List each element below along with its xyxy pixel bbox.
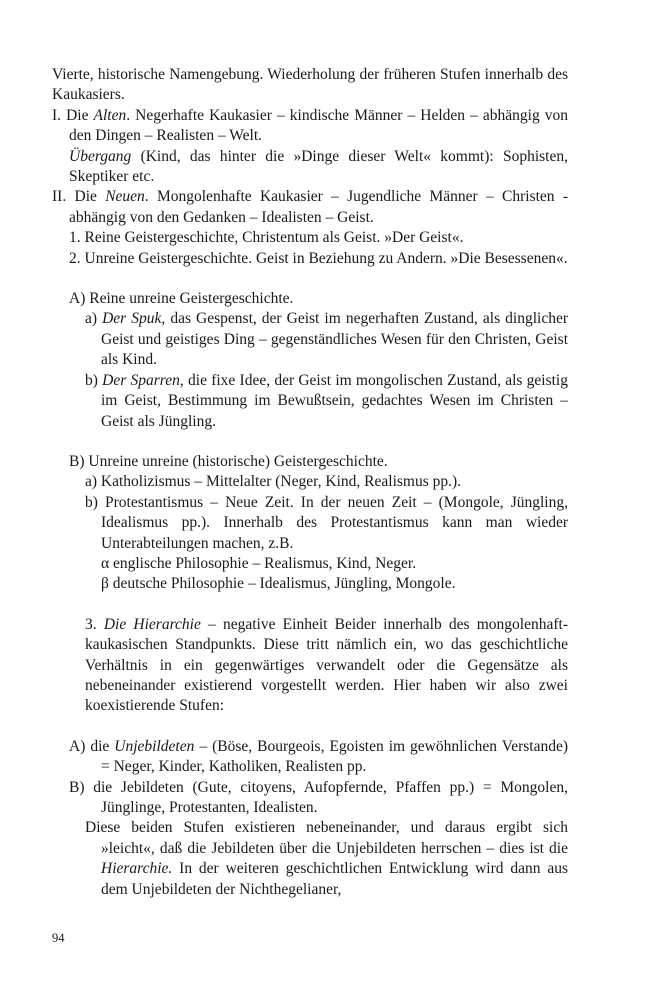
- paragraph-text: Diese beiden Stufen existieren nebeneinander, und daraus ergibt sich »leicht«, daß die Jebildeten über die Unjebildeten herrschen – dies ist die: [85, 819, 568, 857]
- sub-item-text: B) die Jebildeten (Gute, citoyens, Aufopfernde, Pfaffen pp.) = Mongolen, Jünglinge, Protestanten, Idealisten.: [69, 778, 568, 816]
- section-label: II. Die: [52, 188, 106, 206]
- sub-item-text: , das Gespenst, der Geist im negerhaften Zustand, als dinglicher Geist und geistiges Ding – gegenständliches Wesen für den Christen, Geist als Kind.: [101, 310, 569, 369]
- sub-item-text: a) Katholizismus – Mittelalter (Neger, Kind, Realismus pp.).: [85, 473, 462, 491]
- section-text: . Mongolenhafte Kaukasier – Jugendliche Männer – Christen -abhängig von den Gedanken – Idealisten – Geist.: [69, 188, 569, 226]
- paragraph-gap: [52, 717, 568, 737]
- sub-item-b-protestantismus: [52, 493, 568, 554]
- paragraph-text: (Kind, das hinter die »Dinge dieser Welt« kommt): Sophisten, Skeptiker etc.: [69, 147, 568, 186]
- subsection-heading-text: B) Unreine unreine (historische) Geistergeschichte.: [69, 452, 388, 470]
- page-content: [52, 65, 568, 900]
- emphasis-unjebildeten: Unjebildeten: [114, 737, 195, 755]
- list-item-text: 1. Reine Geistergeschichte, Christentum als Geist. »Der Geist«.: [69, 229, 464, 247]
- subsection-heading-text: A) Reine unreine Geistergeschichte.: [69, 290, 294, 308]
- sub-item-label: a): [85, 310, 103, 328]
- section-I-alten: [52, 106, 568, 147]
- emphasis-hierarchie: Die Hierarchie: [103, 615, 201, 633]
- paragraph-text-continued: In der weiteren geschichtlichen Entwicklung wird dann aus dem Unjebildeten der Nichthegelianer,: [101, 860, 568, 898]
- sub-item-label: b): [85, 371, 103, 389]
- paragraph-conclusion: [52, 818, 568, 900]
- list-item-text: – negative Einheit Beider innerhalb des mongolenhaft-kaukasischen Standpunkts. Diese tritt nämlich ein, wo das geschichtliche Verhältnis in ein gegenwärtiges verwandelt oder die Gegensätze als nebeneinander existierend vorgestellt werden. Hier haben wir also zwei koexistierende Stufen:: [85, 615, 568, 715]
- sub-item-alpha: [52, 554, 568, 574]
- paragraph-uebergang: [52, 147, 568, 188]
- sub-item-a-katholizismus: [52, 472, 568, 492]
- subsection-B-heading: [52, 452, 568, 472]
- page-number: 94: [52, 931, 65, 945]
- paragraph-intro: [52, 65, 568, 106]
- sub-item-text: b) Protestantismus – Neue Zeit. In der neuen Zeit – (Mongole, Jüngling, Idealismus pp.). Innerhalb des Protestantismus kann man wieder Unterabteilungen machen, z.B.: [85, 493, 568, 552]
- list-item-2: [52, 249, 568, 269]
- emphasis-hierarchie-2: Hierarchie.: [101, 860, 173, 878]
- sub-item-B-jebildeten: [52, 778, 568, 819]
- sub-item-label: A) die: [69, 737, 115, 755]
- list-item-label: 3.: [85, 615, 104, 633]
- emphasis-alten: Alten: [93, 106, 127, 124]
- list-item-text: 2. Unreine Geistergeschichte. Geist in Beziehung zu Andern. »Die Besessenen«.: [69, 249, 568, 267]
- section-II-neuen: [52, 187, 568, 228]
- section-text: . Negerhafte Kaukasier – kindische Männer – Helden – abhängig von den Dingen – Realisten – Welt.: [69, 106, 569, 145]
- paragraph-gap: [52, 595, 568, 615]
- emphasis-neuen: Neuen: [105, 188, 145, 206]
- paragraph-gap: [52, 432, 568, 452]
- paragraph-gap: [52, 269, 568, 289]
- sub-item-text: , die fixe Idee, der Geist im mongolischen Zustand, als geistig im Geist, Bestimmung im Bewußtsein, gedachtes Wesen im Christen – Geist als Jüngling.: [101, 371, 568, 430]
- emphasis-uebergang: Übergang: [69, 147, 132, 165]
- sub-item-b-sparren: [52, 371, 568, 432]
- sub-item-beta: [52, 574, 568, 594]
- sub-item-text: β deutsche Philosophie – Idealismus, Jüngling, Mongole.: [101, 575, 456, 593]
- section-label: I. Die: [52, 106, 94, 124]
- list-item-1: [52, 228, 568, 248]
- paragraph-text: Vierte, historische Namengebung. Wiederholung der früheren Stufen innerhalb des Kaukasiers.: [52, 66, 568, 104]
- sub-item-A-unjebildeten: [52, 737, 568, 778]
- emphasis-spuk: Der Spuk: [102, 310, 162, 328]
- subsection-A-heading: [52, 289, 568, 309]
- sub-item-a-spuk: [52, 309, 568, 370]
- emphasis-sparren: Der Sparren: [102, 371, 180, 389]
- list-item-3-hierarchie: [52, 615, 568, 717]
- sub-item-text: – (Böse, Bourgeois, Egoisten im gewöhnlichen Verstande) = Neger, Kinder, Katholiken, Realisten pp.: [101, 737, 568, 776]
- sub-item-text: α englische Philosophie – Realismus, Kind, Neger.: [101, 554, 417, 572]
